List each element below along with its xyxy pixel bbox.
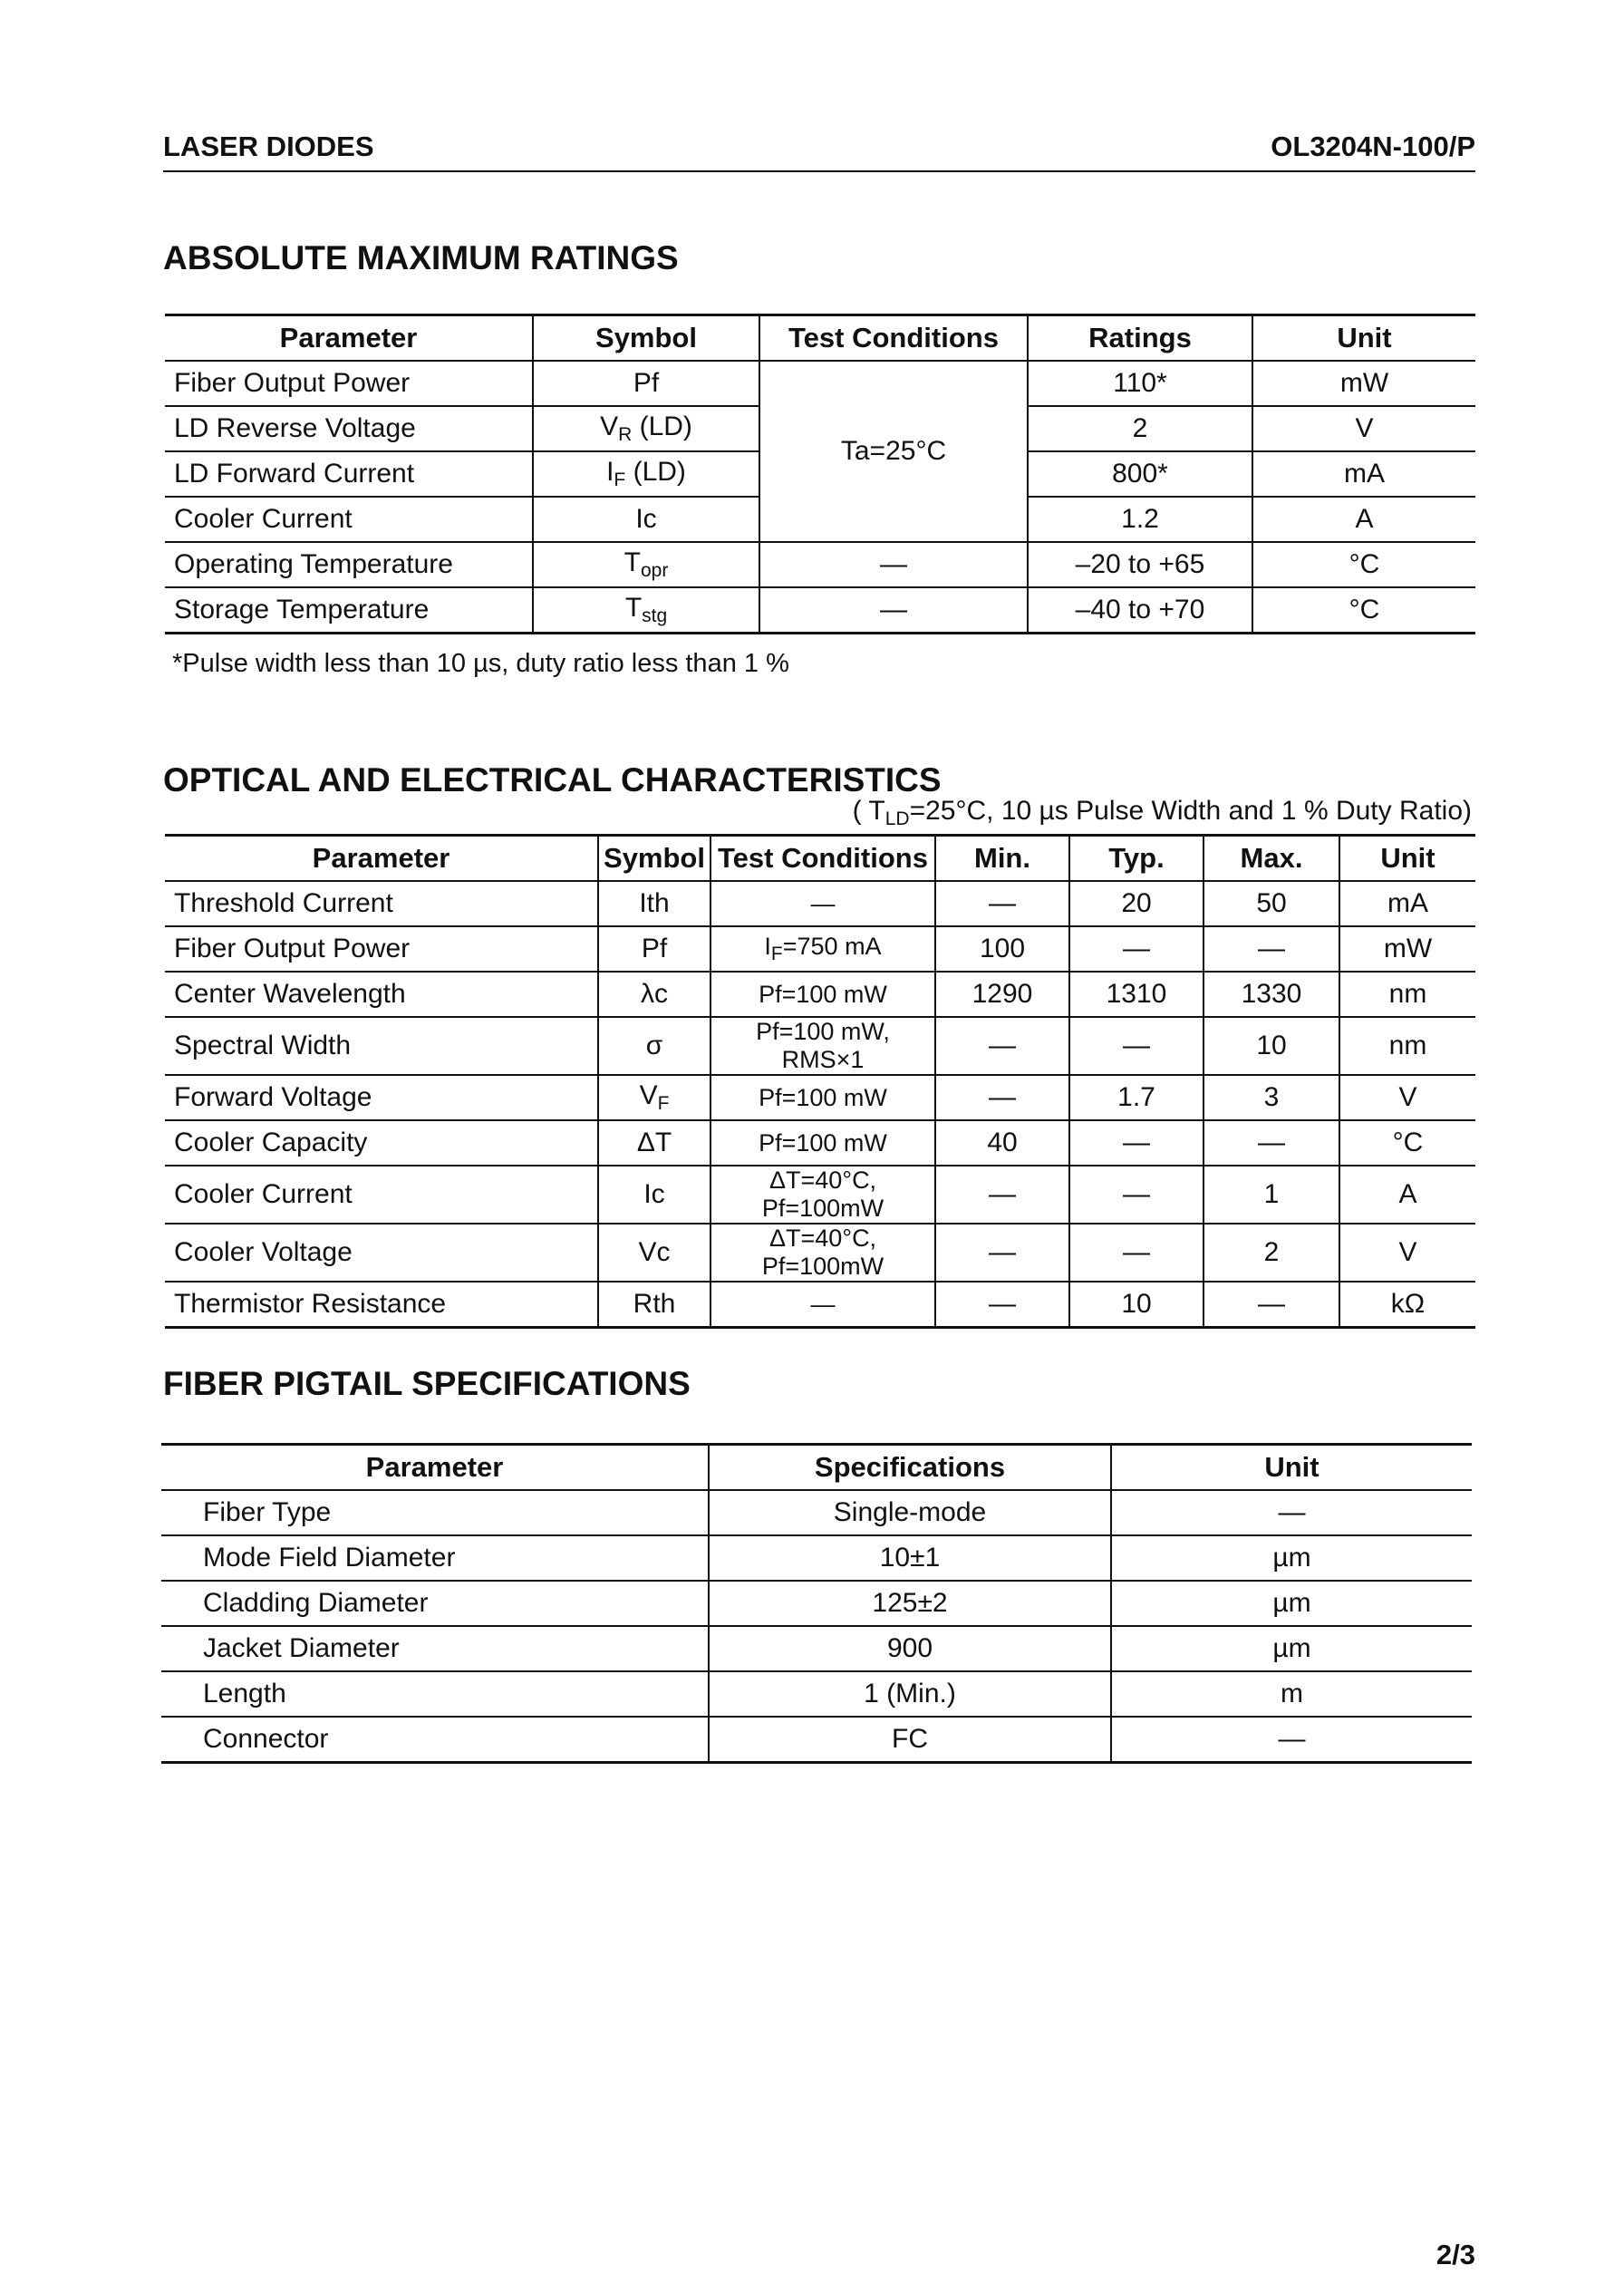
amr-rating: 1.2 xyxy=(1028,497,1252,542)
fps-col-parameter: Parameter xyxy=(161,1445,709,1491)
table-row xyxy=(165,361,1475,406)
fps-param: Connector xyxy=(161,1717,709,1763)
oec-symbol: Pf xyxy=(598,926,710,972)
oec-unit: kΩ xyxy=(1339,1282,1475,1328)
oec-condition: $I_F=750$ mA xyxy=(710,926,935,972)
fps-table xyxy=(161,1443,1472,1764)
oec-condition: Pf=100 mW xyxy=(710,1120,935,1166)
oec-col-conditions: Test Conditions xyxy=(710,836,935,882)
oec-typ: — xyxy=(1069,1166,1204,1224)
oec-unit: nm xyxy=(1339,972,1475,1017)
table-row xyxy=(161,1671,1472,1717)
amr-title: ABSOLUTE MAXIMUM RATINGS xyxy=(163,239,679,276)
fps-spec: 900 xyxy=(709,1626,1111,1671)
oec-min: 1290 xyxy=(935,972,1069,1017)
amr-rating: 2 xyxy=(1028,406,1252,451)
oec-condition: ΔT=40°C, Pf=100mW xyxy=(710,1166,935,1224)
oec-typ: 20 xyxy=(1069,881,1204,926)
table-row xyxy=(161,1581,1472,1626)
amr-col-ratings: Ratings xyxy=(1028,315,1252,362)
oec-symbol: Ith xyxy=(598,881,710,926)
fps-param: Jacket Diameter xyxy=(161,1626,709,1671)
amr-col-conditions: Test Conditions xyxy=(759,315,1028,362)
amr-symbol: $V_R$ (LD) xyxy=(533,406,759,451)
amr-condition: — xyxy=(759,542,1028,587)
oec-header-row xyxy=(165,836,1475,882)
oec-min: — xyxy=(935,1075,1069,1120)
amr-param: LD Forward Current xyxy=(165,451,533,497)
fps-param: Mode Field Diameter xyxy=(161,1535,709,1581)
amr-symbol: Pf xyxy=(533,361,759,406)
oec-col-parameter: Parameter xyxy=(165,836,598,882)
oec-unit: V xyxy=(1339,1224,1475,1282)
amr-unit: mW xyxy=(1252,361,1475,406)
amr-param: Operating Temperature xyxy=(165,542,533,587)
oec-max: 50 xyxy=(1204,881,1339,926)
oec-unit: mA xyxy=(1339,881,1475,926)
fps-col-unit: Unit xyxy=(1111,1445,1472,1491)
oec-typ: — xyxy=(1069,1120,1204,1166)
oec-symbol: $V_F$ xyxy=(598,1075,710,1120)
table-row xyxy=(165,972,1475,1017)
oec-min: 100 xyxy=(935,926,1069,972)
amr-footnote: *Pulse width less than 10 µs, duty ratio less than 1 % xyxy=(172,649,789,678)
oec-col-unit: Unit xyxy=(1339,836,1475,882)
oec-param: Fiber Output Power xyxy=(165,926,598,972)
oec-col-symbol: Symbol xyxy=(598,836,710,882)
oec-max: — xyxy=(1204,1120,1339,1166)
oec-max: — xyxy=(1204,926,1339,972)
oec-max: 1 xyxy=(1204,1166,1339,1224)
table-row xyxy=(165,1166,1475,1224)
oec-condition: — xyxy=(710,881,935,926)
oec-param: Cooler Capacity xyxy=(165,1120,598,1166)
oec-condition: Pf=100 mW, RMS×1 xyxy=(710,1017,935,1075)
table-row xyxy=(165,926,1475,972)
oec-param: Forward Voltage xyxy=(165,1075,598,1120)
oec-param: Thermistor Resistance xyxy=(165,1282,598,1328)
oec-symbol: σ xyxy=(598,1017,710,1075)
oec-param: Cooler Voltage xyxy=(165,1224,598,1282)
oec-max: 2 xyxy=(1204,1224,1339,1282)
oec-max: 10 xyxy=(1204,1017,1339,1075)
table-row xyxy=(165,1224,1475,1282)
amr-col-symbol: Symbol xyxy=(533,315,759,362)
oec-max: 3 xyxy=(1204,1075,1339,1120)
amr-symbol: $I_F$ (LD) xyxy=(533,451,759,497)
oec-condition: Pf=100 mW xyxy=(710,1075,935,1120)
table-row xyxy=(161,1535,1472,1581)
oec-param: Threshold Current xyxy=(165,881,598,926)
amr-condition: — xyxy=(759,587,1028,634)
oec-typ: 1.7 xyxy=(1069,1075,1204,1120)
oec-condition: Pf=100 mW xyxy=(710,972,935,1017)
amr-param: LD Reverse Voltage xyxy=(165,406,533,451)
amr-param: Storage Temperature xyxy=(165,587,533,634)
amr-unit: V xyxy=(1252,406,1475,451)
oec-min: — xyxy=(935,1282,1069,1328)
oec-unit: V xyxy=(1339,1075,1475,1120)
oec-typ: 1310 xyxy=(1069,972,1204,1017)
oec-unit: nm xyxy=(1339,1017,1475,1075)
oec-max: 1330 xyxy=(1204,972,1339,1017)
oec-col-min: Min. xyxy=(935,836,1069,882)
table-row xyxy=(161,1626,1472,1671)
table-row xyxy=(165,1075,1475,1120)
oec-param: Center Wavelength xyxy=(165,972,598,1017)
amr-header-row xyxy=(165,315,1475,362)
oec-condition: — xyxy=(710,1282,935,1328)
oec-param: Spectral Width xyxy=(165,1017,598,1075)
fps-unit: µm xyxy=(1111,1535,1472,1581)
table-row xyxy=(165,881,1475,926)
oec-conditions-note: ( $T_{LD}=25^\circ C$, 10 µs Pulse Width and 1 % Duty Ratio) xyxy=(852,796,1472,829)
fps-title: FIBER PIGTAIL SPECIFICATIONS xyxy=(163,1365,691,1402)
oec-symbol: λc xyxy=(598,972,710,1017)
amr-symbol: $T_{stg}$ xyxy=(533,587,759,634)
oec-typ: — xyxy=(1069,1017,1204,1075)
amr-col-unit: Unit xyxy=(1252,315,1475,362)
header-part-number: OL3204N-100/P xyxy=(1271,131,1475,162)
amr-symbol: Ic xyxy=(533,497,759,542)
oec-title: OPTICAL AND ELECTRICAL CHARACTERISTICS xyxy=(163,761,942,799)
fps-unit: — xyxy=(1111,1490,1472,1535)
fps-spec: 125±2 xyxy=(709,1581,1111,1626)
header-rule xyxy=(163,170,1475,172)
amr-rating: –40 to +70 xyxy=(1028,587,1252,634)
header-category: LASER DIODES xyxy=(163,131,374,162)
amr-rating: –20 to +65 xyxy=(1028,542,1252,587)
table-row xyxy=(165,542,1475,587)
amr-unit: °C xyxy=(1252,587,1475,634)
table-row xyxy=(165,1017,1475,1075)
amr-param: Cooler Current xyxy=(165,497,533,542)
oec-condition: ΔT=40°C, Pf=100mW xyxy=(710,1224,935,1282)
table-row xyxy=(165,1282,1475,1328)
fps-header-row xyxy=(161,1445,1472,1491)
oec-max: — xyxy=(1204,1282,1339,1328)
amr-param: Fiber Output Power xyxy=(165,361,533,406)
table-row xyxy=(165,1120,1475,1166)
amr-unit: °C xyxy=(1252,542,1475,587)
oec-param: Cooler Current xyxy=(165,1166,598,1224)
amr-merged-condition: Ta=25°C xyxy=(759,361,1028,542)
amr-col-parameter: Parameter xyxy=(165,315,533,362)
oec-symbol: Ic xyxy=(598,1166,710,1224)
oec-min: 40 xyxy=(935,1120,1069,1166)
oec-min: — xyxy=(935,1166,1069,1224)
fps-unit: µm xyxy=(1111,1626,1472,1671)
oec-typ: — xyxy=(1069,926,1204,972)
oec-symbol: ΔT xyxy=(598,1120,710,1166)
fps-spec: FC xyxy=(709,1717,1111,1763)
page-number: 2/3 xyxy=(1436,2239,1475,2270)
table-row xyxy=(161,1490,1472,1535)
fps-spec: 1 (Min.) xyxy=(709,1671,1111,1717)
amr-table xyxy=(165,314,1475,634)
oec-unit: A xyxy=(1339,1166,1475,1224)
oec-min: — xyxy=(935,1017,1069,1075)
amr-rating: 800* xyxy=(1028,451,1252,497)
oec-min: — xyxy=(935,1224,1069,1282)
fps-unit: — xyxy=(1111,1717,1472,1763)
table-row xyxy=(165,587,1475,634)
oec-col-typ: Typ. xyxy=(1069,836,1204,882)
amr-unit: A xyxy=(1252,497,1475,542)
oec-unit: °C xyxy=(1339,1120,1475,1166)
oec-min: — xyxy=(935,881,1069,926)
fps-unit: µm xyxy=(1111,1581,1472,1626)
table-row xyxy=(161,1717,1472,1763)
fps-spec: Single-mode xyxy=(709,1490,1111,1535)
amr-unit: mA xyxy=(1252,451,1475,497)
fps-col-specifications: Specifications xyxy=(709,1445,1111,1491)
fps-unit: m xyxy=(1111,1671,1472,1717)
fps-param: Fiber Type xyxy=(161,1490,709,1535)
oec-unit: mW xyxy=(1339,926,1475,972)
amr-symbol: $T_{opr}$ xyxy=(533,542,759,587)
amr-rating: 110* xyxy=(1028,361,1252,406)
fps-param: Cladding Diameter xyxy=(161,1581,709,1626)
oec-table xyxy=(165,834,1475,1329)
oec-symbol: Rth xyxy=(598,1282,710,1328)
oec-typ: — xyxy=(1069,1224,1204,1282)
oec-col-max: Max. xyxy=(1204,836,1339,882)
oec-symbol: Vc xyxy=(598,1224,710,1282)
fps-param: Length xyxy=(161,1671,709,1717)
fps-spec: 10±1 xyxy=(709,1535,1111,1581)
oec-typ: 10 xyxy=(1069,1282,1204,1328)
